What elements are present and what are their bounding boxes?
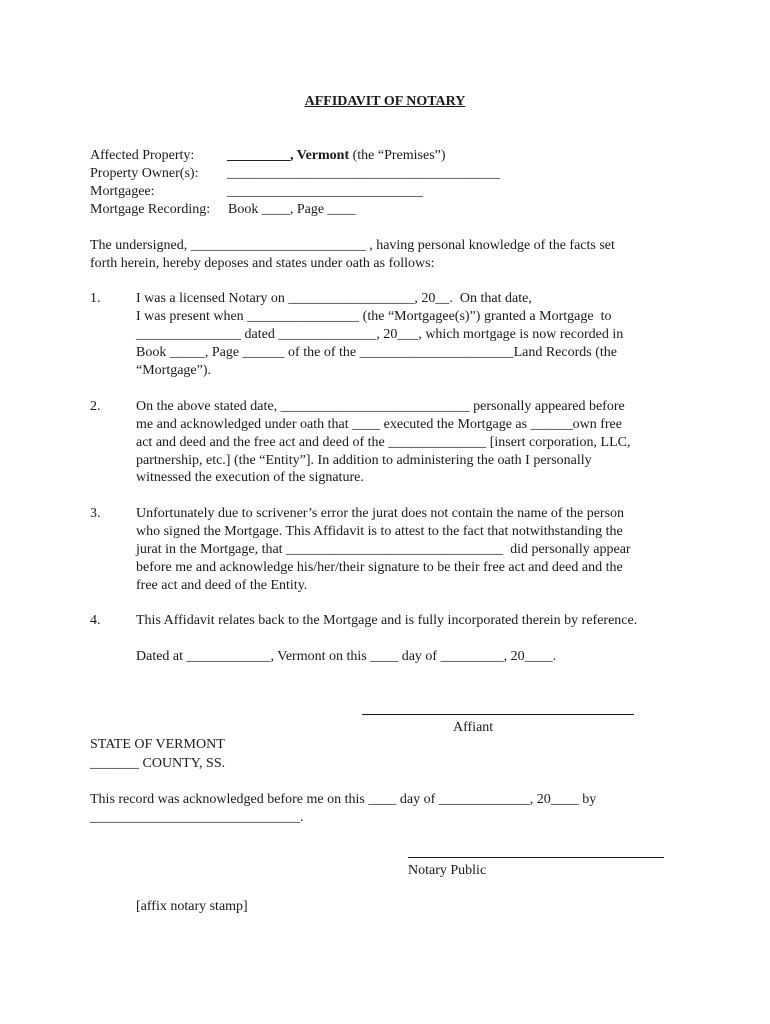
item-number: 3. [90, 506, 101, 521]
item-number: 4. [90, 613, 101, 628]
item-line: Book _____, Page ______ of the of the ______________________Land Records (the [136, 345, 617, 360]
intro-line: The undersigned, _________________________ , having personal knowledge of the facts set [90, 238, 615, 253]
item-number: 2. [90, 399, 101, 414]
item-line: I was a licensed Notary on __________________, 20__. On that date, [136, 291, 532, 306]
acknowledgment-line: ______________________________. [90, 810, 304, 825]
affiant-label: Affiant [453, 720, 494, 735]
intro-line: forth herein, hereby deposes and states under oath as follows: [90, 256, 435, 271]
county-line: _______ COUNTY, SS. [90, 756, 226, 771]
item-line: act and deed and the free act and deed of the ______________ [insert corporation, LLC, [136, 435, 631, 450]
property-owners-label: Property Owner(s): [90, 166, 199, 181]
affiant-signature-line [362, 714, 634, 715]
item-line: Unfortunately due to scrivener’s error the jurat does not contain the name of the person [136, 506, 625, 521]
item-line: witnessed the execution of the signature. [136, 470, 364, 485]
item-line: I was present when ________________ (the “Mortgagee(s)”) granted a Mortgage to [136, 309, 612, 324]
item-number: 1. [90, 291, 101, 306]
item-line: _______________ dated ______________, 20___, which mortgage is now recorded in [136, 327, 624, 342]
item-line: who signed the Mortgage. This Affidavit is to attest to the fact that notwithstanding the [136, 524, 623, 539]
mortgage-recording-value: Book ____, Page ____ [228, 202, 356, 217]
property-owners-value: _______________________________________ [227, 166, 500, 181]
notary-public-label: Notary Public [408, 863, 487, 878]
item-line: before me and acknowledge his/her/their signature to be their free act and deed and the [136, 560, 623, 575]
mortgagee-label: Mortgagee: [90, 184, 155, 199]
dated-line: Dated at ____________, Vermont on this ____ day of _________, 20____. [136, 649, 557, 664]
notary-signature-line [408, 857, 664, 858]
stamp-note: [affix notary stamp] [136, 899, 248, 914]
item-line: free act and deed of the Entity. [136, 578, 308, 593]
state-line: STATE OF VERMONT [90, 737, 225, 752]
affected-property-value [227, 148, 446, 164]
item-line: partnership, etc.] (the “Entity”]. In addition to administering the oath I personally [136, 453, 592, 468]
item-line: This Affidavit relates back to the Mortgage and is fully incorporated therein by reference. [136, 613, 638, 628]
affected-property-state: , Vermont [290, 148, 350, 163]
affected-property-suffix: (the “Premises”) [349, 148, 446, 163]
document-title: AFFIDAVIT OF NOTARY [304, 94, 466, 109]
item-line: “Mortgage”). [136, 363, 212, 378]
mortgagee-value: ____________________________ [227, 184, 423, 199]
affected-property-label: Affected Property: [90, 148, 195, 163]
item-line: jurat in the Mortgage, that _______________________________ did personally appear [136, 542, 631, 557]
affected-property-blank: _________ [227, 148, 290, 163]
item-line: me and acknowledged under oath that ____ executed the Mortgage as ______own free [136, 417, 622, 432]
mortgage-recording-label: Mortgage Recording: [90, 202, 211, 217]
acknowledgment-line: This record was acknowledged before me on this ____ day of _____________, 20____ by [90, 792, 597, 807]
item-line: On the above stated date, ___________________________ personally appeared before [136, 399, 625, 414]
